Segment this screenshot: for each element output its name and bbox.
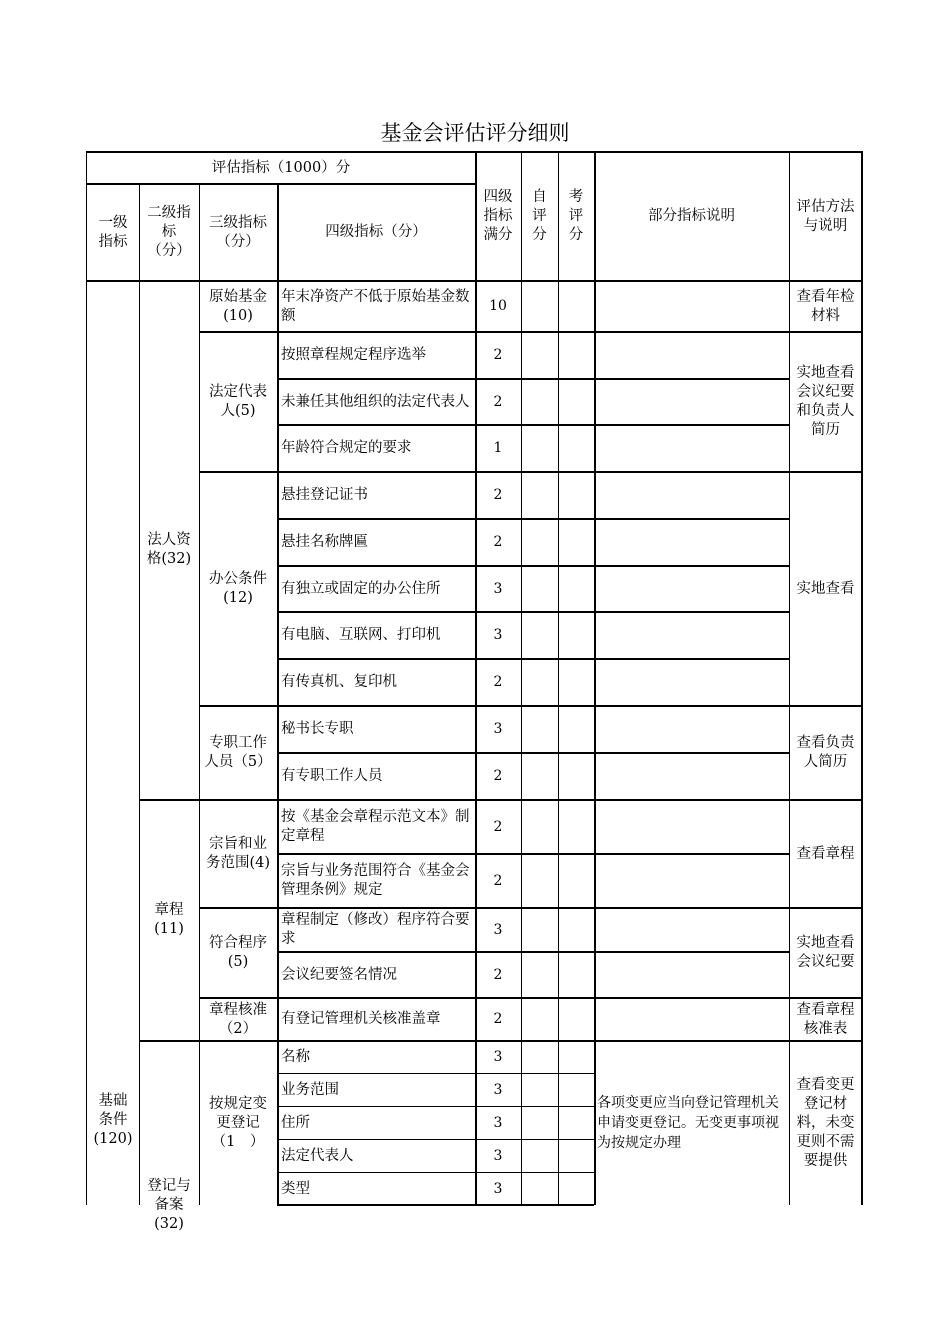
indicator-item: 未兼任其他组织的法定代表人	[281, 393, 470, 410]
self-score-cell[interactable]	[521, 952, 558, 998]
grid-line-vertical	[277, 183, 279, 1205]
grid-line-horizontal	[277, 658, 789, 660]
header-method: 评估方法 与说明	[796, 198, 855, 234]
header-full-score: 四级 指标 满分	[483, 189, 513, 243]
method-charter: 查看章程	[796, 845, 855, 862]
indicator-item: 有电脑、互联网、打印机	[281, 627, 441, 643]
self-score-cell[interactable]	[521, 706, 558, 753]
grid-line-horizontal	[277, 1106, 594, 1107]
grid-line-horizontal	[277, 752, 789, 754]
level3-procedure: 符合程序 (5)	[209, 935, 267, 970]
exam-score-cell[interactable]	[558, 1107, 594, 1140]
indicator-item: 法定代表人	[281, 1148, 354, 1164]
self-score-cell[interactable]	[521, 379, 558, 425]
indicator-full-score: 2	[493, 966, 503, 983]
level3-office: 办公条件 (12)	[209, 571, 267, 606]
self-score-cell[interactable]	[521, 800, 558, 854]
exam-score-cell[interactable]	[558, 519, 594, 566]
indicator-full-score: 10	[489, 298, 507, 314]
self-score-cell[interactable]	[521, 998, 558, 1041]
exam-score-cell[interactable]	[558, 659, 594, 706]
method-approval-form: 查看章程 核准表	[796, 1001, 855, 1037]
method-onsite: 实地查看	[796, 580, 855, 597]
self-score-cell[interactable]	[521, 1173, 558, 1205]
grid-line-horizontal	[277, 1172, 594, 1173]
indicator-item: 章程制定（修改）程序符合要求	[281, 912, 470, 947]
grid-line-vertical	[789, 151, 790, 1205]
header-self-score: 自 评 分	[532, 189, 547, 243]
grid-line-vertical	[475, 151, 477, 1205]
grid-line-horizontal	[199, 331, 862, 333]
grid-line-horizontal	[277, 853, 789, 855]
grid-line-horizontal	[86, 151, 862, 153]
header-level1: 一级 指标	[98, 214, 128, 250]
indicator-item: 类型	[281, 1180, 310, 1197]
exam-score-cell[interactable]	[558, 379, 594, 425]
indicator-full-score: 2	[493, 768, 503, 784]
level2-legal: 法人资 格(32)	[146, 532, 192, 567]
indicator-full-score: 3	[493, 1049, 503, 1065]
grid-line-horizontal	[277, 1139, 594, 1140]
grid-line-horizontal	[199, 997, 862, 999]
self-score-cell[interactable]	[521, 472, 558, 519]
indicator-full-score: 3	[493, 921, 503, 938]
indicator-full-score: 2	[493, 674, 503, 690]
indicator-item: 秘书长专职	[281, 721, 354, 737]
method-change-materials: 查看变更 登记材 料，未变 更则不需 要提供	[796, 1076, 855, 1169]
grid-line-vertical	[86, 151, 87, 1205]
header-exam-score: 考 评 分	[568, 189, 584, 243]
exam-score-cell[interactable]	[558, 1140, 594, 1173]
indicator-full-score: 2	[493, 534, 503, 550]
indicator-item: 年末净资产不低于原始基金数额	[281, 288, 470, 324]
level3-approval: 章程核准 （2）	[209, 1001, 267, 1037]
indicator-full-score: 3	[493, 1148, 503, 1164]
header-notes: 部分指标说明	[648, 208, 735, 224]
indicator-full-score: 3	[493, 1082, 503, 1098]
indicator-full-score: 2	[493, 872, 503, 889]
exam-score-cell[interactable]	[558, 800, 594, 854]
grid-line-horizontal	[277, 565, 789, 567]
grid-line-horizontal	[277, 951, 789, 953]
self-score-cell[interactable]	[521, 612, 558, 659]
exam-score-cell[interactable]	[558, 281, 594, 332]
level2-charter: 章程 (11)	[154, 902, 184, 937]
indicator-full-score: 3	[493, 580, 503, 597]
grid-line-horizontal	[139, 799, 862, 801]
method-annual-check: 查看年检 材料	[796, 288, 855, 324]
exam-score-cell[interactable]	[558, 1074, 594, 1107]
exam-score-cell[interactable]	[558, 908, 594, 952]
indicator-item: 悬挂名称牌匾	[281, 534, 368, 550]
indicator-item: 名称	[281, 1049, 310, 1065]
self-score-cell[interactable]	[521, 753, 558, 800]
exam-score-cell[interactable]	[558, 1041, 594, 1074]
indicator-item: 住所	[281, 1115, 310, 1131]
grid-line-horizontal	[86, 280, 862, 282]
header-level2: 二级指 标 （分）	[147, 205, 191, 259]
exam-score-cell[interactable]	[558, 425, 594, 472]
self-score-cell[interactable]	[521, 1074, 558, 1107]
indicator-full-score: 2	[493, 1011, 503, 1027]
self-score-cell[interactable]	[521, 854, 558, 908]
indicator-full-score: 1	[493, 440, 503, 456]
level3-original-fund: 原始基金 (10)	[209, 288, 267, 324]
grid-line-horizontal	[139, 1040, 862, 1042]
self-score-cell[interactable]	[521, 566, 558, 612]
method-resume: 查看负责 人简历	[796, 735, 855, 770]
indicator-item: 会议纪要签名情况	[281, 966, 397, 983]
self-score-cell[interactable]	[521, 908, 558, 952]
indicator-full-score: 3	[493, 1115, 503, 1131]
indicator-item: 业务范围	[281, 1082, 339, 1098]
grid-line-horizontal	[86, 183, 475, 185]
indicator-item: 宗旨与业务范围符合《基金会管理条例》规定	[281, 863, 470, 898]
exam-score-cell[interactable]	[558, 332, 594, 379]
indicator-full-score: 3	[493, 1180, 503, 1197]
self-score-cell[interactable]	[521, 519, 558, 566]
header-level3: 三级指标 （分）	[209, 214, 267, 250]
self-score-cell[interactable]	[521, 1140, 558, 1173]
header-indicator-group: 评估指标（1000）分	[211, 159, 351, 176]
level3-staff: 专职工作 人员（5）	[204, 735, 272, 770]
exam-score-cell[interactable]	[558, 854, 594, 908]
self-score-cell[interactable]	[521, 281, 558, 332]
indicator-full-score: 2	[493, 487, 503, 503]
exam-score-cell[interactable]	[558, 472, 594, 519]
indicator-full-score: 3	[493, 627, 503, 643]
exam-score-cell[interactable]	[558, 1173, 594, 1205]
grid-line-horizontal	[199, 907, 862, 909]
level3-change-registration: 按规定变 更登记 （1 ）	[209, 1095, 267, 1150]
grid-line-horizontal	[199, 705, 862, 707]
notes-change-registration: 各项变更应当向登记管理机关申请变更登记。无变更事项视为按规定办理	[597, 1095, 779, 1151]
grid-line-vertical	[594, 151, 596, 1205]
indicator-full-score: 2	[493, 347, 503, 363]
method-onsite-minutes-resume: 实地查看 会议纪要 和负责人 简历	[796, 365, 855, 438]
exam-score-cell[interactable]	[558, 706, 594, 753]
grid-line-vertical	[558, 151, 559, 1205]
self-score-cell[interactable]	[521, 659, 558, 706]
indicator-item: 有传真机、复印机	[281, 674, 397, 690]
indicator-full-score: 2	[493, 393, 503, 410]
level1-basic: 基础 条件 (120)	[93, 1092, 133, 1147]
exam-score-cell[interactable]	[558, 753, 594, 800]
level2-registration: 登记与 备案 (32)	[147, 1177, 191, 1232]
level3-legal-rep: 法定代表 人(5)	[209, 384, 267, 419]
grid-line-horizontal	[277, 1073, 594, 1074]
self-score-cell[interactable]	[521, 1041, 558, 1074]
self-score-cell[interactable]	[521, 425, 558, 472]
indicator-item: 按照章程规定程序选举	[281, 347, 426, 363]
indicator-item: 有独立或固定的办公住所	[281, 580, 441, 597]
self-score-cell[interactable]	[521, 1107, 558, 1140]
indicator-full-score: 3	[493, 721, 503, 737]
grid-line-horizontal	[277, 378, 789, 380]
grid-line-vertical	[139, 183, 140, 1205]
exam-score-cell[interactable]	[558, 952, 594, 998]
grid-line-vertical	[861, 151, 863, 1205]
indicator-item: 有登记管理机关核准盖章	[281, 1011, 441, 1027]
indicator-item: 年龄符合规定的要求	[281, 440, 412, 456]
exam-score-cell[interactable]	[558, 612, 594, 659]
grid-line-horizontal	[277, 518, 789, 520]
grid-line-horizontal	[277, 1204, 594, 1206]
page-title: 基金会评估评分细则	[380, 121, 570, 145]
header-level4: 四级指标（分）	[325, 224, 427, 240]
exam-score-cell[interactable]	[558, 566, 594, 612]
indicator-item: 按《基金会章程示范文本》制定章程	[281, 809, 470, 844]
grid-line-vertical	[199, 183, 200, 1205]
grid-line-vertical	[521, 151, 522, 1205]
exam-score-cell[interactable]	[558, 998, 594, 1041]
self-score-cell[interactable]	[521, 332, 558, 379]
grid-line-horizontal	[199, 471, 862, 473]
method-onsite-minutes: 实地查看 会议纪要	[796, 935, 855, 970]
grid-line-horizontal	[277, 424, 789, 426]
indicator-item: 悬挂登记证书	[281, 487, 368, 503]
grid-line-horizontal	[277, 611, 789, 613]
level3-purpose: 宗旨和业 务范围(4)	[205, 836, 271, 871]
indicator-item: 有专职工作人员	[281, 768, 383, 784]
indicator-full-score: 2	[493, 818, 503, 835]
